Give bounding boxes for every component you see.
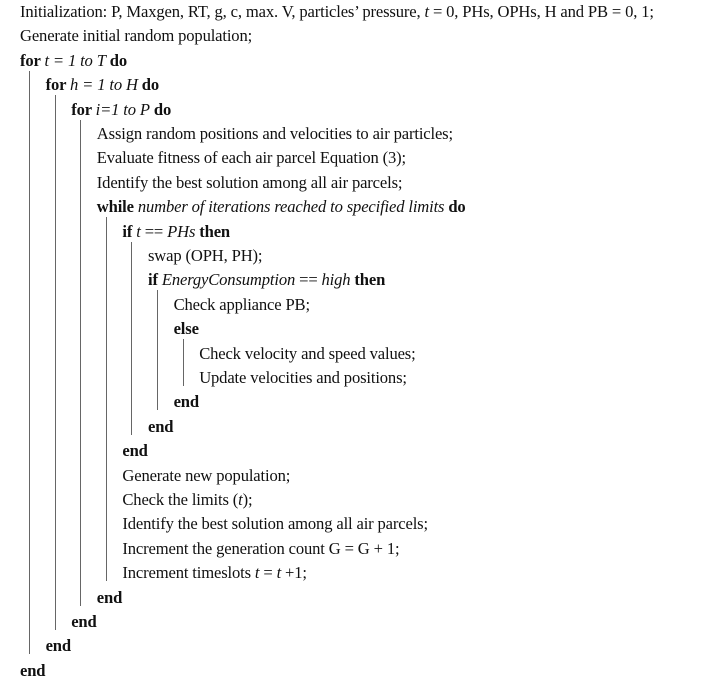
block-indent-bar (131, 242, 132, 435)
statement-text: Check appliance PB; (173, 294, 310, 314)
block-indent-bar (183, 339, 184, 386)
keyword: else (173, 319, 199, 339)
keyword: while (96, 197, 138, 217)
keyword: do (105, 50, 128, 70)
pseudocode-line (122, 220, 230, 244)
keyword: then (350, 270, 386, 290)
math-expression: high (321, 270, 351, 290)
keyword: do (444, 197, 466, 217)
pseudocode-line (20, 24, 252, 48)
statement-text: Increment the generation count G = G + 1; (122, 538, 400, 558)
statement-text: Increment timeslots (122, 563, 255, 583)
block-indent-bar (80, 120, 81, 606)
math-expression: i=1 to P (95, 99, 150, 119)
keyword: for (45, 75, 71, 95)
pseudocode-line (97, 171, 403, 195)
math-expression: number of iterations reached to specified limits (137, 197, 445, 217)
pseudocode-line (46, 73, 159, 97)
keyword: do (137, 75, 160, 95)
math-expression: h = 1 to H (70, 75, 138, 95)
statement-text: swap (OPH, PH); (148, 246, 263, 265)
pseudocode-line (122, 512, 428, 536)
keyword: end (96, 587, 123, 607)
keyword: end (71, 612, 97, 631)
pseudocode-line (148, 415, 173, 439)
block-indent-bar (106, 217, 107, 581)
keyword: for (71, 99, 96, 119)
pseudocode-line (174, 317, 199, 341)
block-indent-bar (55, 95, 56, 630)
statement-text: +1; (281, 563, 307, 583)
pseudocode-line (122, 561, 306, 585)
keyword: if (122, 221, 137, 241)
statement-text: = (259, 563, 277, 583)
pseudocode-line (148, 268, 385, 292)
pseudocode-line (20, 0, 654, 24)
keyword: end (148, 416, 174, 436)
pseudocode-line (174, 390, 199, 414)
statement-text: Check velocity and speed values; (199, 343, 416, 363)
math-expression: EnergyConsumption (161, 270, 296, 290)
statement-text: == (295, 270, 322, 290)
pseudocode-line (97, 146, 406, 170)
statement-text: Check the limits ( (122, 490, 239, 509)
pseudocode-line (97, 122, 453, 146)
pseudocode-line (97, 586, 122, 610)
keyword: end (173, 392, 199, 412)
keyword: if (148, 270, 162, 290)
keyword: do (149, 99, 172, 119)
pseudocode-line (199, 342, 415, 366)
pseudocode-line (71, 610, 96, 634)
statement-text: Evaluate fitness of each air parcel Equation (3); (96, 148, 406, 168)
pseudocode-line (71, 98, 171, 122)
pseudocode-line (174, 293, 310, 317)
statement-text: Identify the best solution among all air parcels; (96, 172, 403, 192)
statement-text: = 0, PHs, OPHs, H and PB = 0, 1; (428, 2, 654, 21)
block-indent-bar (157, 290, 158, 410)
statement-text: Generate initial random population; (20, 26, 253, 46)
pseudocode-line (122, 439, 147, 463)
statement-text: ); (242, 490, 253, 509)
pseudocode-line (122, 488, 252, 512)
keyword: end (20, 660, 46, 680)
keyword: end (122, 441, 148, 461)
pseudocode-line (148, 244, 262, 268)
pseudocode-line (20, 49, 127, 73)
statement-text: Initialization: P, Maxgen, RT, g, c, max. V, particles’ pressure, (20, 2, 425, 21)
statement-text: Identify the best solution among all air parcels; (122, 514, 428, 534)
math-expression: t (424, 2, 429, 21)
keyword: for (20, 50, 45, 70)
pseudocode-line (20, 659, 45, 683)
math-expression: PHs (167, 221, 196, 241)
block-indent-bar (29, 71, 30, 655)
math-expression: t (136, 221, 141, 241)
math-expression: t (238, 490, 243, 509)
statement-text: Update velocities and positions; (199, 368, 407, 387)
pseudocode-line (46, 634, 71, 658)
pseudocode-line (199, 366, 407, 390)
math-expression: t (254, 563, 260, 583)
statement-text: Generate new population; (122, 465, 291, 485)
pseudocode-line (122, 464, 290, 488)
math-expression: t = 1 to T (44, 50, 106, 70)
math-expression: t (276, 563, 282, 583)
keyword: then (195, 221, 231, 241)
statement-text: == (140, 221, 168, 241)
statement-text: Assign random positions and velocities to air particles; (96, 124, 453, 143)
pseudocode-line (122, 537, 399, 561)
pseudocode-line (97, 195, 466, 219)
keyword: end (45, 636, 71, 656)
